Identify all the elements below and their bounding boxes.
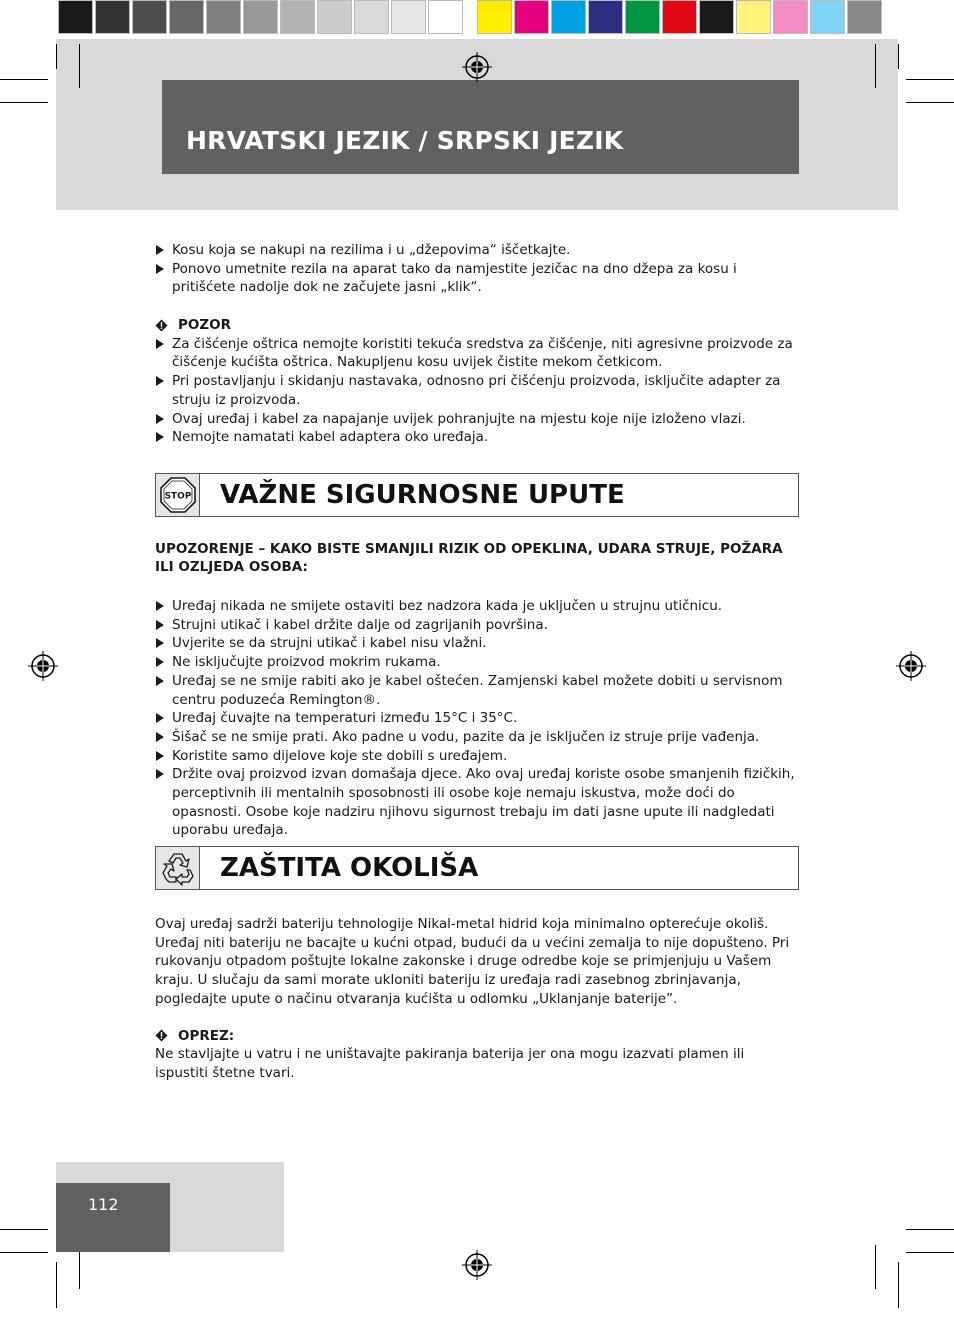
stop-sign-cell [156,474,200,516]
crop-mark [898,1262,899,1308]
list-item: Kosu koja se nakupi na rezilima i u „džepovima“ iščetkajte. [155,241,799,260]
recycle-icon [160,850,196,886]
gray-swatch [391,0,426,34]
footer-box [56,1183,170,1252]
crop-mark [906,1252,954,1253]
registration-mark-icon [462,52,492,82]
recycle-cell [156,847,200,889]
list-item: Pri postavljanju i skidanju nastavaka, odnosno pri čišćenju proizvoda, isključite adapter za struju iz proizvoda. [155,372,799,409]
page-number: 112 [88,1195,119,1214]
oprez-title: OPREZ: [178,1027,235,1044]
warning-text: UPOZORENJE – KAKO BISTE SMANJILI RIZIK OD OPEKLINA, UDARA STRUJE, POŽARA ILI OZLJEDA OSOBA: [155,541,783,575]
oprez-heading [155,1027,799,1046]
caution-title: POZOR [178,317,232,333]
crop-mark [0,79,48,80]
gray-swatch [428,0,463,34]
list-item: Za čišćenje oštrica nemojte koristiti tekuća sredstva za čišćenje, niti agresivne proizvode za čišćenje kućišta oštrica. Nakupljenu kosu uvijek čistite mekom četkicom. [155,335,799,372]
color-calibration-bar [58,0,884,38]
registration-mark-icon [462,1250,492,1280]
list-item: Ne isključujte proizvod mokrim rukama. [155,653,799,672]
list-item: Strujni utikač i kabel držite dalje od zagrijanih površina. [155,616,799,635]
list-item: Držite ovaj proizvod izvan domašaja djece. Ako ovaj uređaj koriste osobe smanjenih fizičkih, perceptivnih ili mentalnih sposobnosti ili osobe koje nemaju iskustva, može doći do opasnosti. Osobe koje nadziru njihovu sigurnost trebaju im dati jasne upute ili nadgledati uporabu uređaja. [155,765,799,840]
process-swatch [847,0,882,34]
environment-block [155,915,799,1083]
process-swatch [514,0,549,34]
gray-swatch [280,0,315,34]
crop-mark [56,1262,57,1308]
environment-paragraph: Ovaj uređaj sadrži bateriju tehnologije Nikal-metal hidrid koja minimalno opterećuje okoliš. Uređaj niti bateriju ne bacajte u kućni otpad, budući da u većini zemalja to nije dopušteno. Pri rukovanju otpadom poštujte lokalne zakonske i druge odredbe koje se primjenjuju u Vašem kraju. U slučaju da sami morate ukloniti bateriju iz uređaja radi zasebnog zbrinjavanja, pogledajte upute o načinu otvaranja kućišta u odlomku „Uklanjanje baterije”. [155,916,790,1007]
process-swatch [699,0,734,34]
process-swatch [773,0,808,34]
crop-mark [875,1245,876,1289]
crop-mark [0,1229,48,1230]
safety-list [155,597,799,840]
gray-swatch [354,0,389,34]
crop-mark [875,44,876,88]
header-box [162,80,799,174]
gray-swatch [95,0,130,34]
crop-mark [898,44,899,69]
process-swatch [588,0,623,34]
process-swatch [477,0,512,34]
section-title: ZAŠTITA OKOLIŠA [220,853,479,883]
caution-diamond-icon [155,319,168,332]
list-item: Šišač se ne smije prati. Ako padne u vodu, pazite da je isključen iz struje prije vađenja. [155,728,799,747]
crop-mark [79,44,80,88]
registration-mark-icon [896,651,926,681]
crop-mark [906,1229,954,1230]
gray-swatch [243,0,278,34]
list-item: Uvjerite se da strujni utikač i kabel nisu vlažni. [155,634,799,653]
gray-swatch [58,0,93,34]
list-item: Nemojte namatati kabel adaptera oko uređaja. [155,428,799,447]
gray-swatch [169,0,204,34]
caution-block [155,316,799,447]
section-title: VAŽNE SIGURNOSNE UPUTE [220,480,625,510]
list-item: Ponovo umetnite rezila na aparat tako da namjestite jezičac na dno džepa za kosu i pritišćete nadolje dok ne začujete jasni „klik“. [155,260,799,297]
list-item: Uređaj čuvajte na temperaturi između 15°C i 35°C. [155,709,799,728]
stop-sign-label: STOP [164,491,191,502]
process-swatch [736,0,771,34]
crop-mark [906,102,954,103]
safety-section-header [155,473,799,517]
list-item: Uređaj se ne smije rabiti ako je kabel oštećen. Zamjenski kabel možete dobiti u servisnom centru poduzeća Remington®. [155,672,799,709]
registration-mark-icon [28,651,58,681]
crop-mark [56,44,57,69]
process-swatch [662,0,697,34]
list-item: Ovaj uređaj i kabel za napajanje uvijek pohranjujte na mjestu koje nije izloženo vlazi. [155,410,799,429]
crop-mark [0,102,48,103]
caution-diamond-icon [155,1029,168,1042]
gray-swatch [132,0,167,34]
list-item: Uređaj nikada ne smijete ostaviti bez nadzora kada je uključen u strujnu utičnicu. [155,597,799,616]
oprez-text: Ne stavljajte u vatru i ne uništavajte pakiranja baterija jer ona mogu izazvati plamen ili ispustiti štetne tvari. [155,1046,745,1081]
process-swatch [810,0,845,34]
process-swatch [551,0,586,34]
environment-section-header [155,846,799,890]
process-swatch [625,0,660,34]
stop-sign-icon [160,477,196,513]
gray-swatch [206,0,241,34]
intro-list [155,241,799,297]
gray-swatch [317,0,352,34]
caution-heading [155,316,799,335]
crop-mark [906,79,954,80]
list-item: Koristite samo dijelove koje ste dobili s uređajem. [155,747,799,766]
page-title: HRVATSKI JEZIK / SRPSKI JEZIK [186,126,624,155]
crop-mark [0,1252,48,1253]
